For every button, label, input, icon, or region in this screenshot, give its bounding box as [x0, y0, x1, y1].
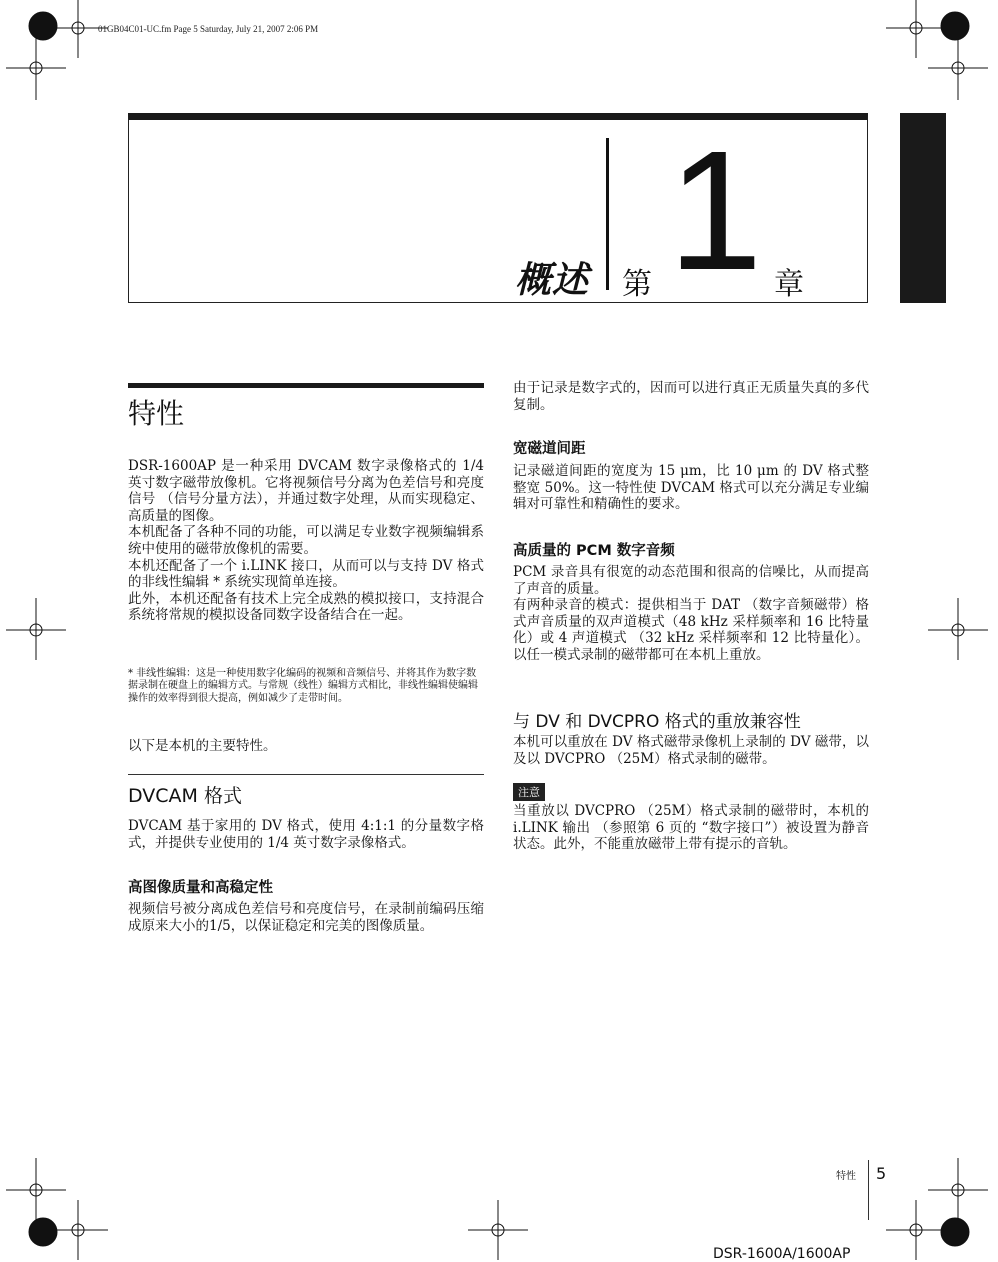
page-number: 5 — [876, 1164, 887, 1183]
continued-text: 由于记录是数字式的，因而可以进行真正无质量失真的多代复制。 — [513, 380, 869, 413]
pcm-heading: 高质量的 PCM 数字音频 — [513, 543, 675, 559]
intro-paragraph: DSR-1600AP 是一种采用 DVCAM 数字录像格式的 1/4 英寸数字磁带放像机。它将视频信号分离为色差信号和亮度信号 （信号分量方法），并通过数字处理，从而实现稳定、高质量的图像。 — [128, 458, 484, 524]
chapter-prefix: 第 — [622, 267, 652, 302]
features-intro: 以下是本机的主要特性。 — [128, 738, 277, 754]
dvcam-body: DVCAM 基于家用的 DV 格式，使用 4:1:1 的分量数字格式，并提供专业使用的 1/4 英寸数字录像格式。 — [128, 818, 484, 851]
model-name: DSR-1600A/1600AP — [713, 1246, 851, 1262]
footer-divider — [868, 1160, 869, 1220]
section-heading: 特性 — [128, 397, 185, 430]
print-header: 01GB04C01-UC.fm Page 5 Saturday, July 21, 2007 2:06 PM — [98, 24, 319, 34]
intro-paragraph: 此外，本机还配备有技术上完全成熟的模拟接口，支持混合系统将常规的模拟设备同数字设备结合在一起。 — [128, 590, 484, 624]
intro-paragraph: 本机还配备了一个 i.LINK 接口，从而可以与支持 DV 格式的非线性编辑 * 系统实现简单连接。 — [128, 557, 484, 591]
footnote: * 非线性编辑：这是一种使用数字化编码的视频和音频信号、并将其作为数字数据录制在硬盘上的编辑方式。与常规（线性）编辑方式相比，非线性编辑使编辑操作的效率得到很大提高，例如减少了走带时间。 — [128, 668, 478, 704]
dvcam-heading: DVCAM 格式 — [128, 785, 242, 807]
track-body: 记录磁道间距的宽度为 15 μm，比 10 μm 的 DV 格式整整宽 50%。这一特性使 DVCAM 格式可以充分满足专业编辑对可靠性和精确性的要求。 — [513, 463, 869, 513]
pcm-paragraph: PCM 录音具有很宽的动态范围和很高的信噪比，从而提高了声音的质量。 — [513, 564, 869, 597]
chapter-number: 1 — [668, 116, 763, 306]
compat-heading: 与 DV 和 DVCPRO 格式的重放兼容性 — [513, 712, 801, 732]
note-badge: 注意 — [513, 783, 545, 801]
section-rule — [128, 383, 484, 388]
quality-heading: 高图像质量和高稳定性 — [128, 880, 273, 896]
chapter-divider — [606, 138, 609, 290]
chapter-title: 概述 — [515, 260, 590, 301]
chapter-suffix: 章 — [774, 267, 804, 302]
chapter-thumb-tab — [900, 113, 946, 303]
track-heading: 宽磁道间距 — [513, 441, 586, 457]
intro-text — [128, 458, 484, 624]
quality-body: 视频信号被分离成色差信号和亮度信号，在录制前编码压缩成原来大小的1/5，以保证稳定和完美的图像质量。 — [128, 901, 484, 934]
footer-section-label: 特性 — [836, 1171, 856, 1182]
pcm-paragraph: 有两种录音的模式：提供相当于 DAT （数字音频磁带）格式声音质量的双声道模式（48 kHz 采样频率和 16 比特量化）或 4 声道模式 （32 kHz 采样频率和 12 比特量化）。以任一模式录制的磁带都可在本机上重放。 — [513, 597, 869, 663]
pcm-body — [513, 564, 869, 664]
subsection-rule — [128, 774, 484, 775]
note-body: 当重放以 DVCPRO （25M）格式录制的磁带时，本机的 i.LINK 输出 （参照第 6 页的 “数字接口”）被设置为静音状态。此外，不能重放磁带上带有提示的音轨。 — [513, 803, 869, 853]
intro-paragraph: 本机配备了各种不同的功能，可以满足专业数字视频编辑系统中使用的磁带放像机的需要。 — [128, 524, 484, 557]
compat-body: 本机可以重放在 DV 格式磁带录像机上录制的 DV 磁带，以及以 DVCPRO （25M）格式录制的磁带。 — [513, 734, 869, 767]
